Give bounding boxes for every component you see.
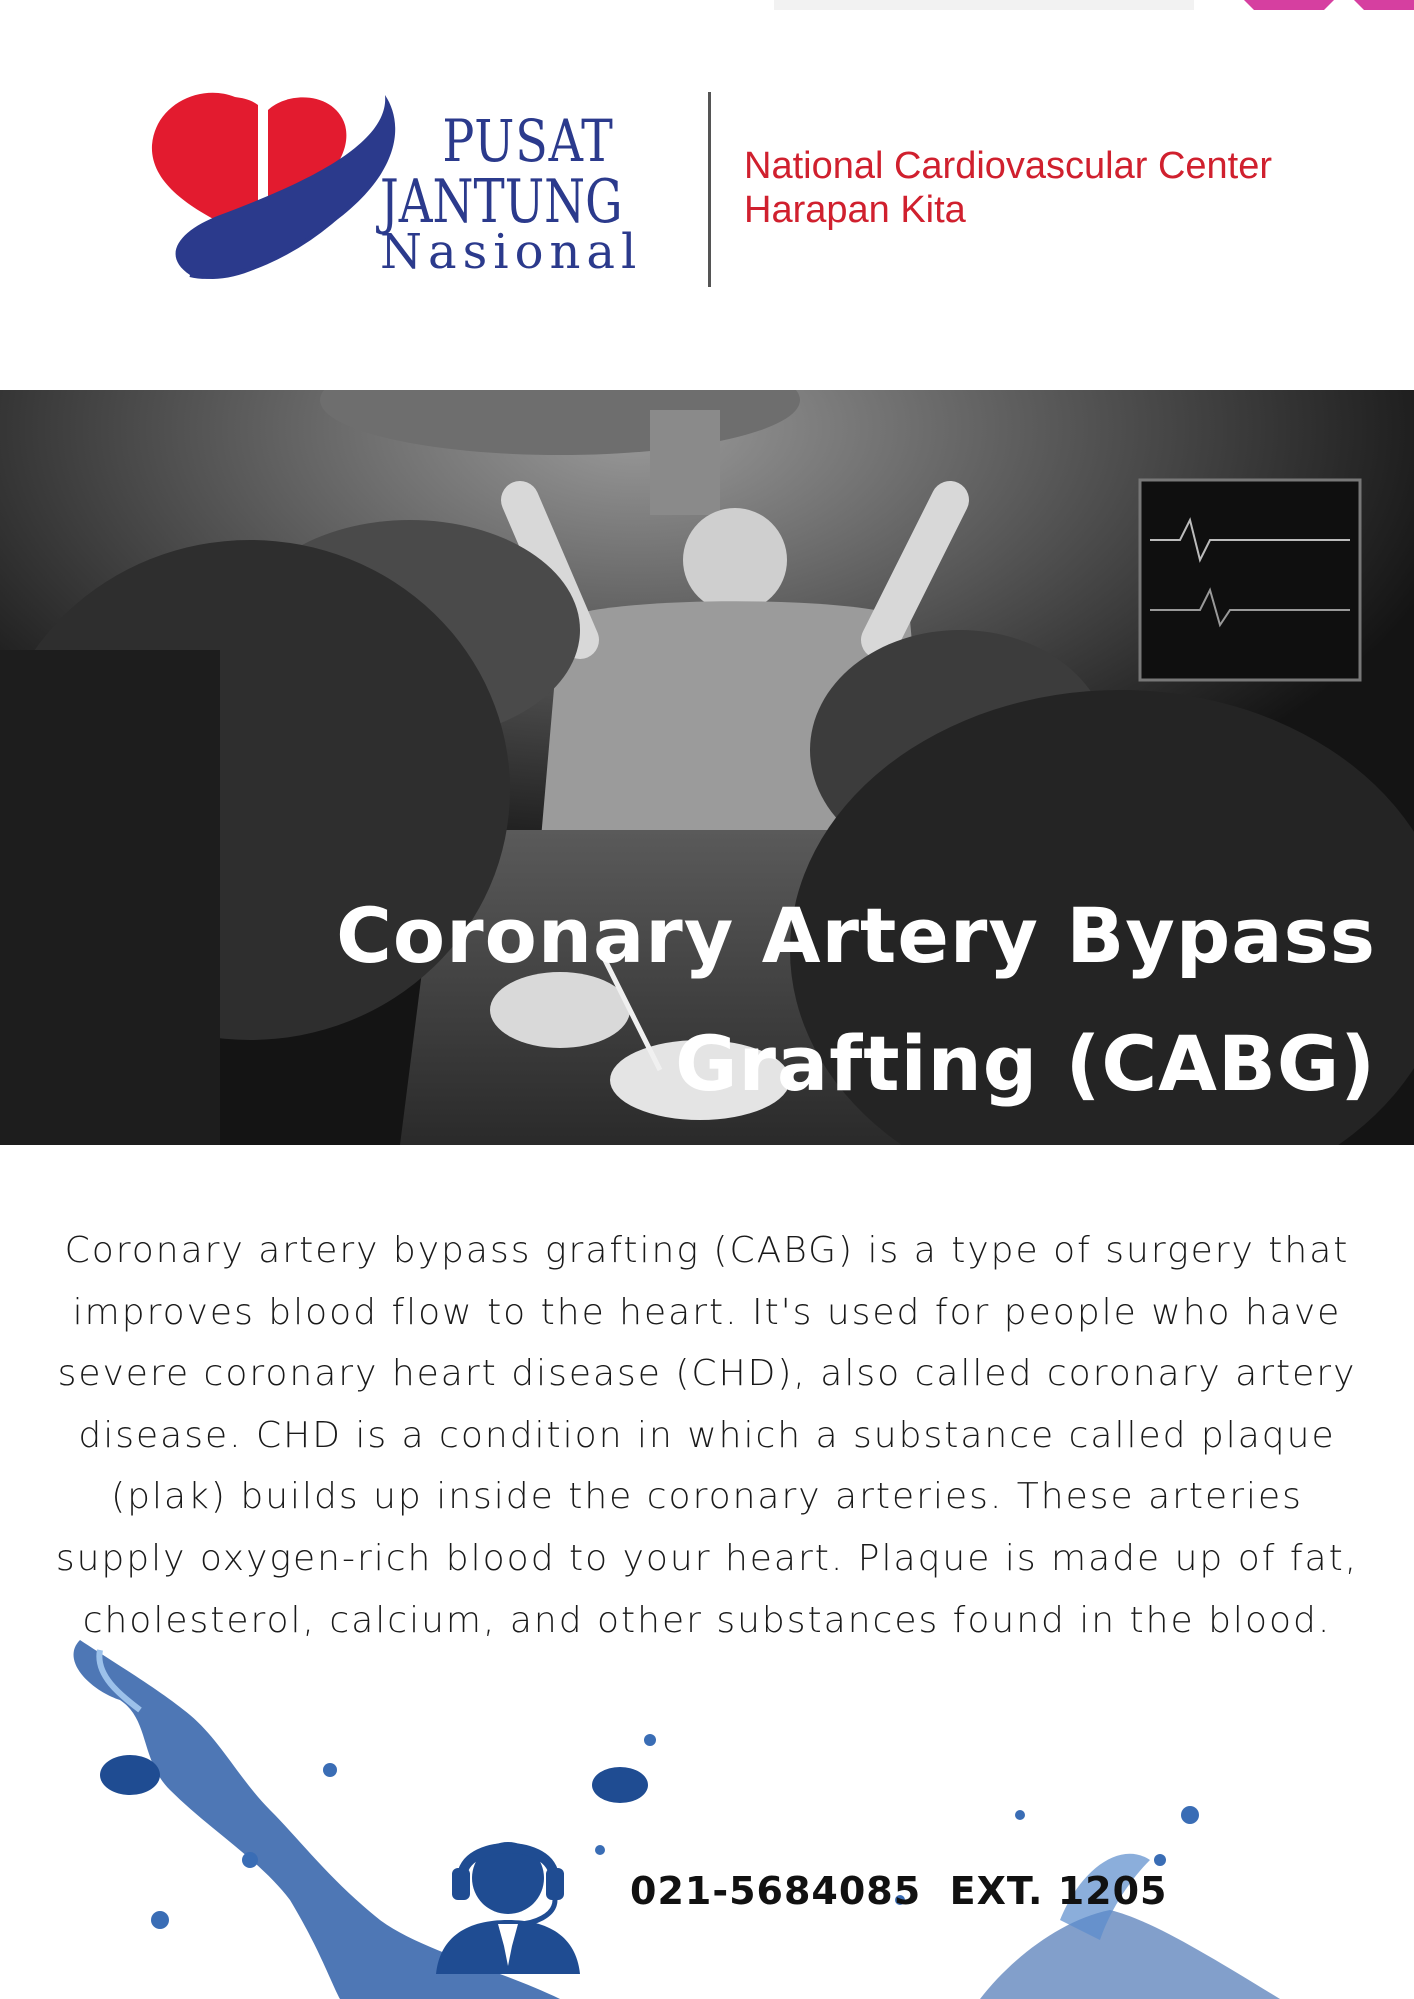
logo-wordmark [380, 107, 691, 280]
hero-banner [0, 390, 1414, 1145]
center-name-line1: National Cardiovascular Center [744, 145, 1273, 187]
customer-service-headset-icon [428, 1816, 588, 1974]
header-divider [708, 92, 711, 287]
logo-jantung: JANTUNG [380, 167, 623, 237]
phone-number[interactable]: 021-5684085 EXT. 1205 [630, 1869, 1168, 1913]
hero-title-line2: Grafting (CABG) [675, 1019, 1376, 1108]
top-decoration [774, 0, 1414, 10]
hero-title-line1: Coronary Artery Bypass [336, 891, 1376, 980]
logo-nasional: Nasional [380, 224, 643, 280]
center-name [744, 144, 1272, 232]
logo-pusat: PUSAT [442, 107, 614, 175]
center-name-line2: Harapan Kita [744, 189, 966, 231]
heart-logo-icon [150, 85, 410, 285]
water-splash-decoration [0, 1620, 1414, 1999]
hero-title [276, 872, 1376, 1128]
description-paragraph: Coronary artery bypass grafting (CABG) is a type of surgery that improves blood flow to the heart. It's used for people who have severe coronary heart disease (CHD), also called coronary artery disease. CHD is a condition in which a substance called plaque (plak) builds up inside the coronary arteries. These arteries supply oxygen-rich blood to your heart. Plaque is made up of fat, cholesterol, calcium, and other substances found in the blood. [55, 1230, 1359, 1641]
